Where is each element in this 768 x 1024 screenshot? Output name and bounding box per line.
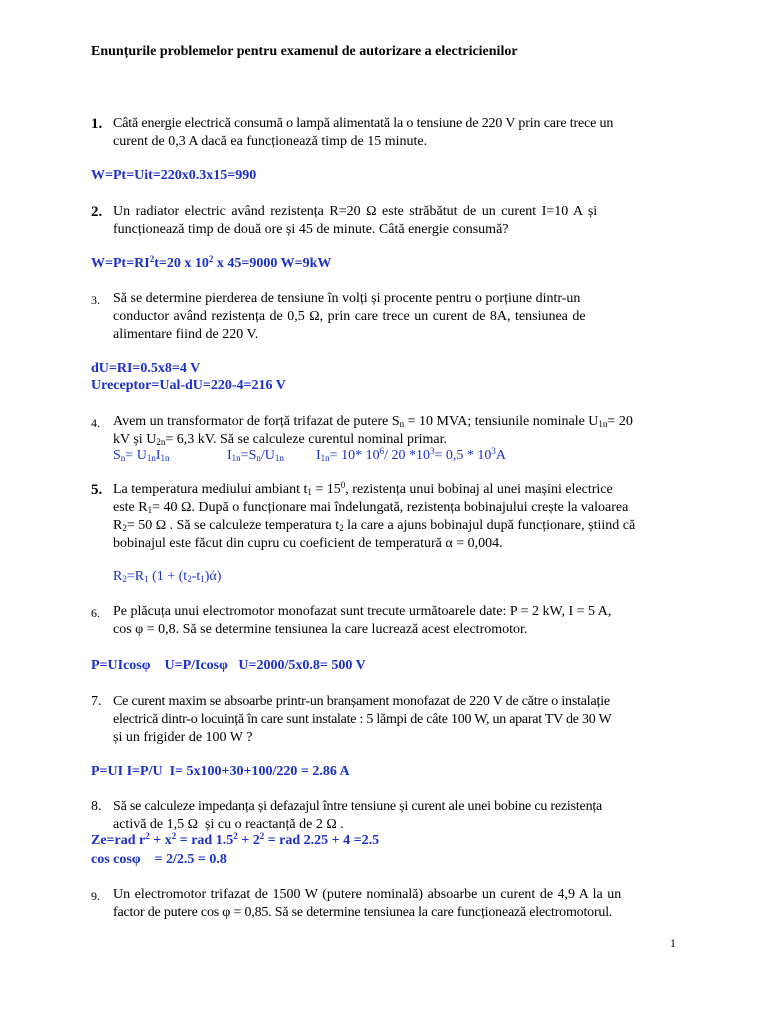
answer-8b: cos cosφ = 2/2.5 = 0.8 — [91, 852, 227, 867]
question-number: 2. — [91, 204, 103, 220]
answer-3b: Ureceptor=Ual-dU=220-4=216 V — [91, 378, 286, 393]
formula-apparent-power: $S_n= U_{1n}I_{1n}$ — [113, 448, 170, 463]
answer-2: $W=Pt=RI^2t=20$ x $10^2$ x 45=9000 W=9kW — [91, 254, 332, 271]
page-title: Enunțurile problemelor pentru examenul de autorizare a electricienilor — [91, 44, 518, 59]
question-number: 7. — [91, 694, 102, 709]
question-3 — [91, 290, 678, 344]
question-9 — [91, 886, 678, 922]
question-text-line: curent de 0,3 A dacă ea funcționează timp de 15 minute. — [113, 134, 428, 149]
question-6 — [91, 603, 678, 639]
answer-6: P=UIcosφ U=P/Icosφ U=2000/5x0.8= 500 V — [91, 658, 366, 673]
question-text-line: Să se calculeze impedanța și defazajul între tensiune și curent ale unei bobine cu rezistența — [113, 799, 603, 814]
question-text-line: Pe plăcuța unui electromotor monofazat sunt trecute următoarele date: P = 2 kW, I = 5 A, — [113, 604, 612, 619]
question-4 — [91, 413, 678, 449]
answer-7: P=UI I=P/U I= 5x100+30+100/220 = 2.86 A — [91, 764, 350, 779]
answer-1: W=Pt=Uit=220x0.3x15=990 — [91, 168, 257, 183]
question-text-line: este $R_1= 40$ Ω. După o funcționare mai îndelungată, rezistența bobinajului crește la valoarea — [113, 500, 629, 515]
formula-current: $I_{1n}=S_n/U_{1n}$ — [227, 448, 284, 463]
question-text-line: Avem un transformator de forță trifazat de putere $S_n = 10$ MVA; tensiunile nominale $U_{1n}= 20$ — [113, 414, 633, 429]
question-text-line: Câtă energie electrică consumă o lampă alimentată la o tensiune de 220 V prin care trece un — [113, 116, 614, 131]
formula-result: $I_{1n}= 10*$ $10^6/$ 20 $*10^3= 0,5 * 10^3A$ — [316, 446, 506, 463]
question-text-line: bobinajul este făcut din cupru cu coeficient de temperatură α = 0,004. — [113, 536, 503, 551]
question-1 — [91, 115, 678, 151]
answer-8a: Ze=rad $r^2 + x^2$ = rad $1.5^2 + 2^2$ = rad 2.25 + 4 =2.5 — [91, 831, 380, 848]
question-8 — [91, 798, 678, 834]
question-text-line: La temperatura mediului ambiant $t_1 = 15^0$, rezistența unui bobinaj al unei mașini electrice — [113, 480, 613, 497]
question-text-line: conductor având rezistența de 0,5 Ω, prin care trece un curent de 8A, tensiunea de — [113, 309, 586, 324]
question-text-line: Ce curent maxim se absoarbe printr-un branșament monofazat de 220 V de către o instalație — [113, 694, 610, 709]
question-text-line: kV și $U_{2n}= 6,3$ kV. Să se calculeze curentul nominal primar. — [113, 432, 448, 447]
question-number: 4. — [91, 416, 100, 430]
question-text-line: funcționează timp de două ore și 45 de minute. Câtă energie consumă? — [113, 222, 509, 237]
question-text-line: $R_2= 50$ Ω . Să se calculeze temperatura $t_2$ la care a ajuns bobinajul după funcționare, știind că — [113, 518, 636, 533]
formula-resistance: $R_2=R_1$ $(1 + (t_2-t_1)ά)$ — [113, 569, 222, 584]
question-text-line: și un frigider de 100 W ? — [113, 730, 253, 745]
question-text-line: electrică dintr-o locuință în care sunt instalate : 5 lămpi de câte 100 W, un aparat TV de 30 W — [113, 712, 612, 727]
question-number: 9. — [91, 889, 100, 903]
question-number: 1. — [91, 116, 103, 132]
page-number: 1 — [670, 936, 676, 950]
question-number: 5. — [91, 482, 103, 498]
question-number: 3. — [91, 293, 100, 307]
question-text-line: Un electromotor trifazat de 1500 W (putere nominală) absoarbe un curent de 4,9 A la un — [113, 887, 622, 902]
question-text-line: Să se determine pierderea de tensiune în volți și procente pentru o porțiune dintr-un — [113, 291, 581, 306]
question-text-line: alimentare fiind de 220 V. — [113, 327, 259, 342]
question-number: 6. — [91, 606, 100, 620]
question-7 — [91, 693, 678, 747]
question-text-line: factor de putere cos φ = 0,85. Să se determine tensiunea la care funcționează electromotorul. — [113, 905, 613, 920]
question-5 — [91, 481, 678, 553]
question-text-line: activă de 1,5 Ω și cu o reactanță de 2 Ω . — [113, 817, 344, 832]
answer-3a: dU=RI=0.5x8=4 V — [91, 361, 201, 376]
question-text-line: Un radiator electric având rezistența R=20 Ω este străbătut de un curent I=10 A și — [113, 204, 598, 219]
question-text-line: cos φ = 0,8. Să se determine tensiunea la care lucrează acest electromotor. — [113, 622, 528, 637]
question-2 — [91, 203, 678, 239]
question-number: 8. — [91, 799, 102, 814]
